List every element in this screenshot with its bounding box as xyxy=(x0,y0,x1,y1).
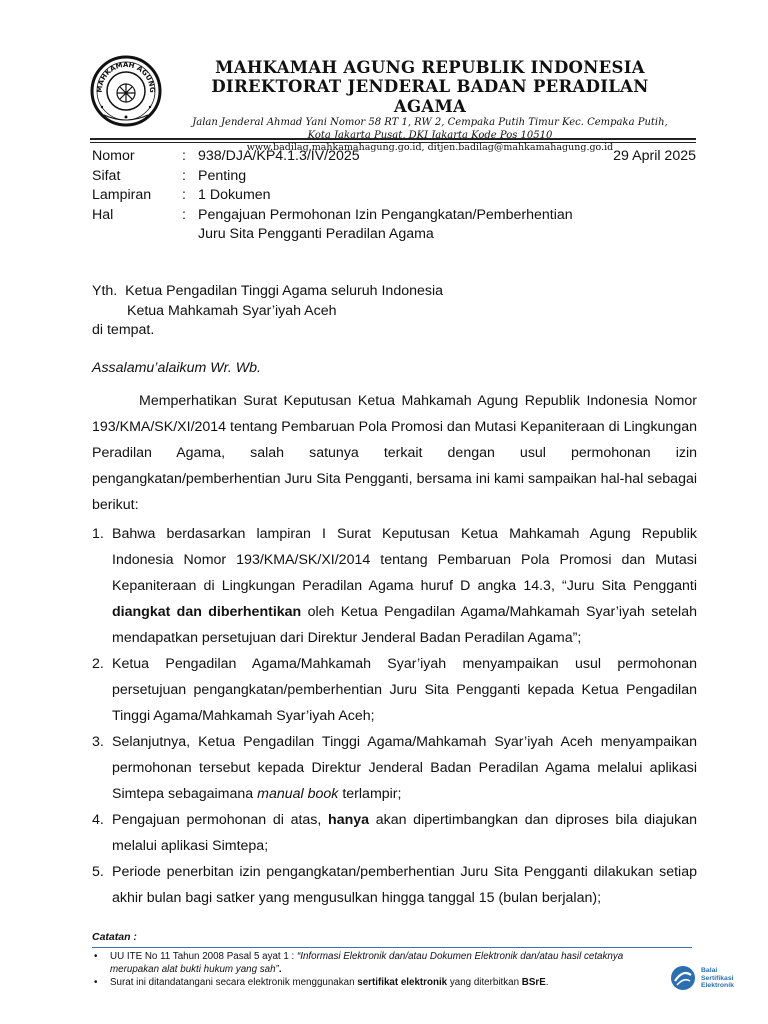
lampiran-value: 1 Dokumen xyxy=(198,187,271,203)
item-4-text-b: akan dipertimbangkan dan diproses bila diajukan melalui aplikasi Simtepa; xyxy=(112,812,697,854)
seal-ring-text: MAHKAMAH AGUNG xyxy=(95,60,157,93)
item-3-text-b: terlampir; xyxy=(342,786,402,802)
bsre-logo-icon xyxy=(668,963,698,993)
meta-row-nomor xyxy=(92,147,698,167)
item-1-bold: diangkat dan diberhentikan xyxy=(112,604,302,620)
item-1-text-b: oleh Ketua Pengadilan Agama/Mahkamah Syar’iyah setelah mendapatkan persetujuan dari Direktur Jenderal Badan Peradilan Agama”; xyxy=(112,604,697,646)
addressee-line-2: Ketua Mahkamah Syar’iyah Aceh xyxy=(127,302,337,319)
colon: : xyxy=(182,187,186,203)
signature-cert: sertifikat elektronik xyxy=(357,977,448,988)
nomor-value: 938/DJA/KP4.1.3/IV/2025 xyxy=(198,148,360,164)
list-item xyxy=(92,521,697,651)
ite-reference: UU ITE No 11 Tahun 2008 Pasal 5 ayat 1 : xyxy=(110,951,295,962)
greeting: Assalamu’alaikum Wr. Wb. xyxy=(92,360,261,376)
item-4-text-a: Pengajuan permohonan di atas, xyxy=(112,812,322,828)
signature-text-a: Surat ini ditandatangani secara elektronik menggunakan xyxy=(110,977,355,988)
sifat-value: Penting xyxy=(198,167,247,184)
item-number: 5. xyxy=(92,864,104,880)
footer-note-ite xyxy=(92,950,652,976)
bsre-text-3: Elektronik xyxy=(701,982,734,989)
intro-paragraph: Memperhatikan Surat Keputusan Ketua Mahkamah Agung Republik Indonesia Nomor 193/KMA/SK/XI/2014 tentang Pembaruan Pola Promosi dan Mutasi Kepaniteraan di Lingkungan Peradilan Agama, salah satunya terkait dengan usul permohonan izin pengangkatan/pemberhentian Juru Sita Pengganti, bersama ini kami sampaikan hal-hal sebagai berikut: xyxy=(92,393,697,513)
item-3-text-a: Selanjutnya, Ketua Pengadilan Tinggi Agama/Mahkamah Syar’iyah Aceh menyampaikan permohonan tersebut kepada Direktur Jenderal Badan Peradilan Agama melalui aplikasi Simtepa sebagaimana xyxy=(112,734,697,802)
sifat-label: Sifat xyxy=(92,167,121,184)
footer-note-signature xyxy=(92,976,652,989)
letter-date: 29 April 2025 xyxy=(613,148,696,164)
catatan-label: Catatan : xyxy=(92,931,137,943)
item-1-text-a: Bahwa berdasarkan lampiran I Surat Keputusan Ketua Mahkamah Agung Republik Indonesia Nomor 193/KMA/SK/XI/2014 tentang Pembaruan Pola Promosi dan Mutasi Kepaniteraan di Lingkungan Peradilan Agama huruf D angka 14.3, “Juru Sita Pengganti xyxy=(112,526,697,594)
list-item xyxy=(92,729,697,807)
letter-meta xyxy=(92,147,698,245)
item-number: 4. xyxy=(92,812,104,828)
hal-label: Hal xyxy=(92,206,114,223)
directorate-name: DIREKTORAT JENDERAL BADAN PERADILAN AGAMA xyxy=(211,77,649,116)
item-5-text: Periode penerbitan izin pengangkatan/pemberhentian Juru Sita Pengganti dilakukan setiap akhir bulan bagi satker yang mengusulkan hingga tanggal 15 (bulan berjalan); xyxy=(112,864,697,906)
ite-quote: “Informasi Elektronik dan/atau Dokumen Elektronik dan/atau hasil cetaknya merupakan alat bukti hukum yang sah” xyxy=(110,951,624,975)
ite-period: . xyxy=(278,964,282,975)
hal-value-line-2: Juru Sita Pengganti Peradilan Agama xyxy=(198,226,434,242)
points-list xyxy=(92,521,697,911)
meta-row-sifat xyxy=(92,167,698,187)
bsre-text xyxy=(701,967,734,990)
colon: : xyxy=(182,206,186,223)
address-line-2: Kota Jakarta Pusat, DKI Jakarta Kode Pos 10510 xyxy=(307,129,553,141)
list-item xyxy=(92,651,697,729)
addressee-line-3: di tempat. xyxy=(92,322,155,338)
addressee-block xyxy=(92,282,443,341)
meta-row-lampiran xyxy=(92,186,698,206)
signature-text-b: yang diterbitkan xyxy=(449,977,520,988)
meta-row-hal xyxy=(92,206,698,245)
address-line-1: Jalan Jenderal Ahmad Yani Nomor 58 RT 1, RW 2, Cempaka Putih Timur Kec. Cempaka Putih, xyxy=(192,117,668,128)
bullet: • xyxy=(94,977,98,988)
bsre-text-1: Balai xyxy=(701,967,718,974)
item-number: 1. xyxy=(92,526,104,542)
item-number: 3. xyxy=(92,734,104,750)
bsre-text-2: Sertifikasi xyxy=(701,974,734,982)
nomor-label: Nomor xyxy=(92,148,135,164)
bsre-logo xyxy=(668,963,748,993)
item-2-text: Ketua Pengadilan Agama/Mahkamah Syar’iyah menyampaikan usul permohonan persetujuan pengangkatan/pemberhentian Juru Sita Pengganti kepada Ketua Pengadilan Tinggi Agama/Mahkamah Syar’iyah Aceh; xyxy=(112,656,697,724)
footer-rule xyxy=(92,947,692,948)
mahkamah-agung-seal-icon xyxy=(90,55,162,127)
footer-notes xyxy=(92,950,652,989)
signature-bsre: BSrE xyxy=(521,977,546,988)
colon: : xyxy=(182,167,186,184)
colon: : xyxy=(182,148,186,164)
list-item xyxy=(92,807,697,859)
list-item xyxy=(92,859,697,911)
signature-period: . xyxy=(545,977,549,988)
institution-name: MAHKAMAH AGUNG REPUBLIK INDONESIA xyxy=(215,58,645,77)
item-3-italic: manual book xyxy=(257,786,339,802)
addressee-line-1: Ketua Pengadilan Tinggi Agama seluruh Indonesia xyxy=(125,283,444,299)
letterhead-rule-thick xyxy=(90,138,696,140)
yth-label: Yth. xyxy=(92,283,118,299)
hal-value xyxy=(198,206,698,245)
hal-value-line-1: Pengajuan Permohonan Izin Pengangkatan/Pemberhentian xyxy=(198,206,573,223)
bullet: • xyxy=(94,951,98,962)
lampiran-label: Lampiran xyxy=(92,187,152,203)
letter-body xyxy=(92,388,697,518)
website-email: www.badilag.mahkamahagung.go.id, ditjen.badilag@mahkamahagung.go.id xyxy=(246,142,614,153)
item-4-bold: hanya xyxy=(328,812,370,828)
item-number: 2. xyxy=(92,656,104,672)
letterhead-rule-thin xyxy=(90,142,696,143)
